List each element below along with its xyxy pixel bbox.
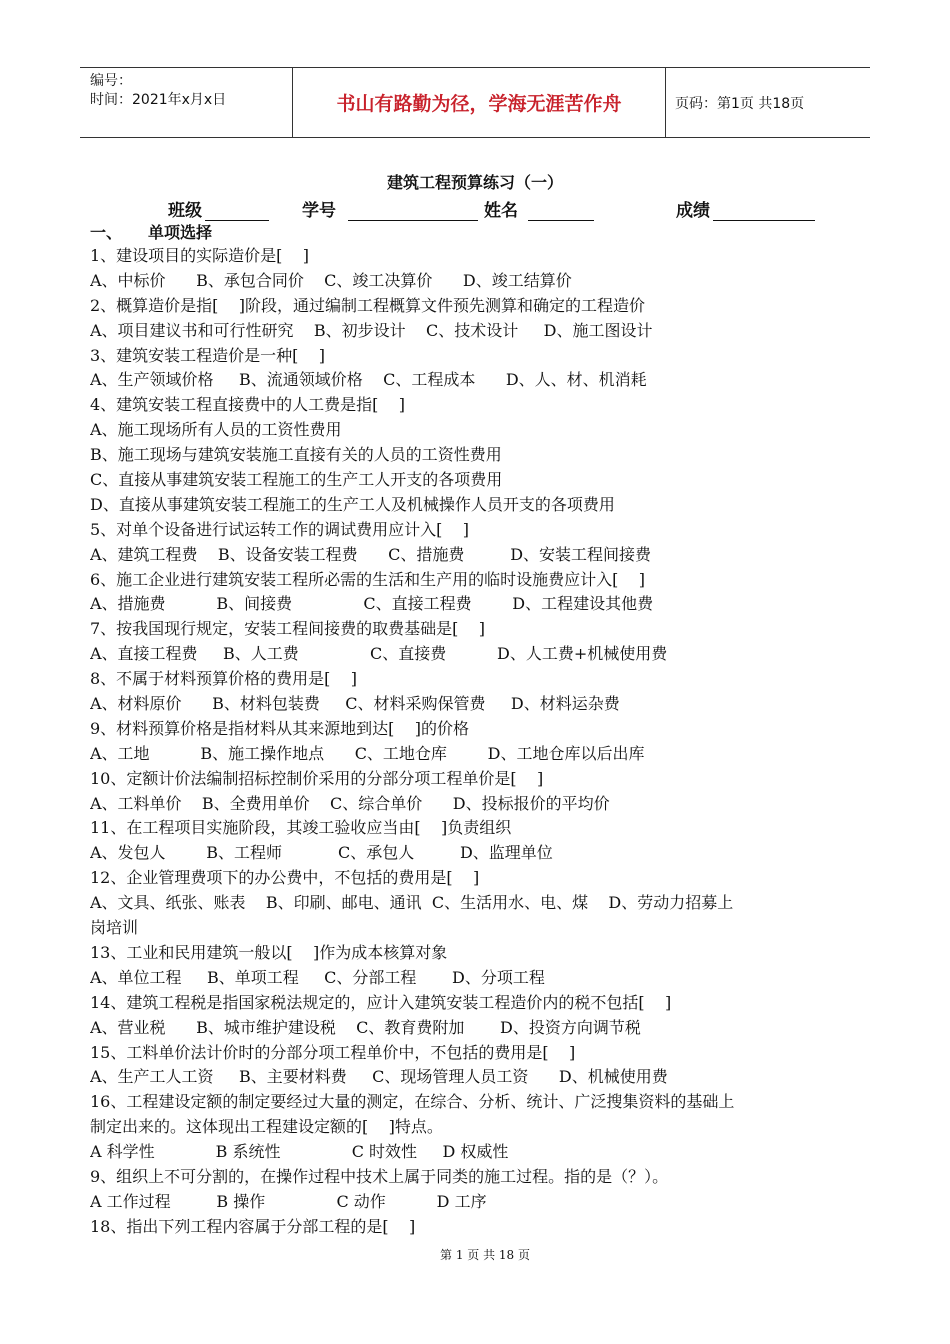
- question-line: 13、工业和民用建筑一般以[ ]作为成本核算对象: [90, 942, 448, 962]
- student-number-label: 学号: [302, 201, 336, 221]
- question-line: 18、指出下列工程内容属于分部工程的是[ ]: [90, 1216, 416, 1236]
- question-line: A、工地 B、施工操作地点 C、工地仓库 D、工地仓库以后出库: [90, 743, 645, 763]
- question-line: 3、建筑安装工程造价是一种[ ]: [90, 345, 326, 365]
- document-title: 建筑工程预算练习（一）: [386, 173, 563, 192]
- name-field: [484, 196, 594, 221]
- question-line: A、直接工程费 B、人工费 C、直接费 D、人工费+机械使用费: [90, 644, 668, 664]
- question-list: [90, 244, 862, 1240]
- question-line: A、文具、纸张、账表 B、印刷、邮电、通讯 C、生活用水、电、煤 D、劳动力招募上: [90, 893, 734, 913]
- question-line: 4、建筑安装工程直接费中的人工费是指[ ]: [90, 395, 406, 415]
- question-line: 岗培训: [90, 918, 139, 938]
- score-label: 成绩: [676, 201, 710, 221]
- question-line: A、材料原价 B、材料包装费 C、材料采购保管费 D、材料运杂费: [90, 694, 620, 714]
- question-line: 14、建筑工程税是指国家税法规定的，应计入建筑安装工程造价内的税不包括[ ]: [90, 992, 672, 1012]
- question-line: D、直接从事建筑安装工程施工的生产工人及机械操作人员开支的各项费用: [90, 494, 615, 514]
- question-line: A、施工现场所有人员的工资性费用: [90, 420, 342, 440]
- name-label: 姓名: [484, 201, 518, 221]
- header-page-info: 页码：第1页 共18页: [675, 95, 805, 112]
- name-blank: [528, 202, 594, 221]
- question-line: 9、组织上不可分割的，在操作过程中技术上属于同类的施工过程。指的是（？）。: [90, 1166, 669, 1186]
- question-line: 7、按我国现行规定，安装工程间接费的取费基础是[ ]: [90, 619, 486, 639]
- question-line: 1、建设项目的实际造价是[ ]: [90, 246, 310, 265]
- question-line: A、生产领域价格 B、流通领域价格 C、工程成本 D、人、材、机消耗: [90, 370, 647, 390]
- class-blank: [205, 202, 269, 221]
- header-motto: 书山有路勤为径，学海无涯苦作舟: [293, 68, 666, 137]
- question-line: A、营业税 B、城市维护建设税 C、教育费附加 D、投资方向调节税: [90, 1017, 641, 1037]
- question-line: 10、定额计价法编制招标控制价采用的分部分项工程单价是[ ]: [90, 768, 544, 788]
- question-line: 6、施工企业进行建筑安装工程所必需的生活和生产用的临时设施费应计入[ ]: [90, 569, 646, 589]
- header-meta: [80, 68, 293, 137]
- question-line: 12、企业管理费项下的办公费中，不包括的费用是[ ]: [90, 868, 480, 888]
- question-line: A、项目建议书和可行性研究 B、初步设计 C、技术设计 D、施工图设计: [90, 320, 653, 340]
- question-line: A 工作过程 B 操作 C 动作 D 工序: [90, 1191, 487, 1211]
- student-number-blank: [348, 202, 478, 221]
- class-label: 班级: [168, 201, 202, 221]
- score-blank: [713, 202, 815, 221]
- page-header: [80, 67, 870, 138]
- section-number: 一、: [90, 223, 123, 242]
- question-line: 2、概算造价是指[ ]阶段，通过编制工程概算文件预先测算和确定的工程造价: [90, 295, 646, 315]
- page-footer: 第 1 页 共 18 页: [440, 1248, 530, 1262]
- question-line: A 科学性 B 系统性 C 时效性 D 权威性: [90, 1142, 509, 1162]
- question-line: 16、工程建设定额的制定要经过大量的测定，在综合、分析、统计、广泛搜集资料的基础上: [90, 1092, 735, 1112]
- question-line: 11、在工程项目实施阶段，其竣工验收应当由[ ]负责组织: [90, 818, 512, 838]
- document-number-label: 编号：: [90, 73, 132, 89]
- student-info-row: [0, 196, 950, 220]
- question-line: 制定出来的。这体现出工程建设定额的[ ]特点。: [90, 1117, 443, 1137]
- section-title: 单项选择: [148, 223, 213, 242]
- question-line: A、中标价 B、承包合同价 C、竣工决算价 D、竣工结算价: [90, 270, 572, 290]
- class-field: [168, 196, 269, 221]
- student-number-field: [302, 196, 478, 221]
- question-line: 5、对单个设备进行试运转工作的调试费用应计入[ ]: [90, 519, 470, 539]
- question-line: 9、材料预算价格是指材料从其来源地到达[ ]的价格: [90, 718, 470, 738]
- question-line: C、直接从事建筑安装工程施工的生产工人开支的各项费用: [90, 470, 503, 490]
- document-date: 时间：2021年x月x日: [90, 92, 227, 108]
- question-line: B、施工现场与建筑安装施工直接有关的人员的工资性费用: [90, 445, 502, 465]
- question-line: 8、不属于材料预算价格的费用是[ ]: [90, 669, 358, 689]
- question-line: A、工料单价 B、全费用单价 C、综合单价 D、投标报价的平均价: [90, 793, 610, 813]
- score-field: [676, 196, 815, 221]
- question-line: A、生产工人工资 B、主要材料费 C、现场管理人员工资 D、机械使用费: [90, 1067, 668, 1087]
- question-line: A、措施费 B、间接费 C、直接工程费 D、工程建设其他费: [90, 594, 654, 614]
- section-heading: [90, 220, 212, 243]
- question-line: A、建筑工程费 B、设备安装工程费 C、措施费 D、安装工程间接费: [90, 544, 652, 564]
- question-line: 15、工料单价法计价时的分部分项工程单价中，不包括的费用是[ ]: [90, 1042, 576, 1062]
- question-line: A、单位工程 B、单项工程 C、分部工程 D、分项工程: [90, 967, 545, 987]
- question-line: A、发包人 B、工程师 C、承包人 D、监理单位: [90, 843, 553, 863]
